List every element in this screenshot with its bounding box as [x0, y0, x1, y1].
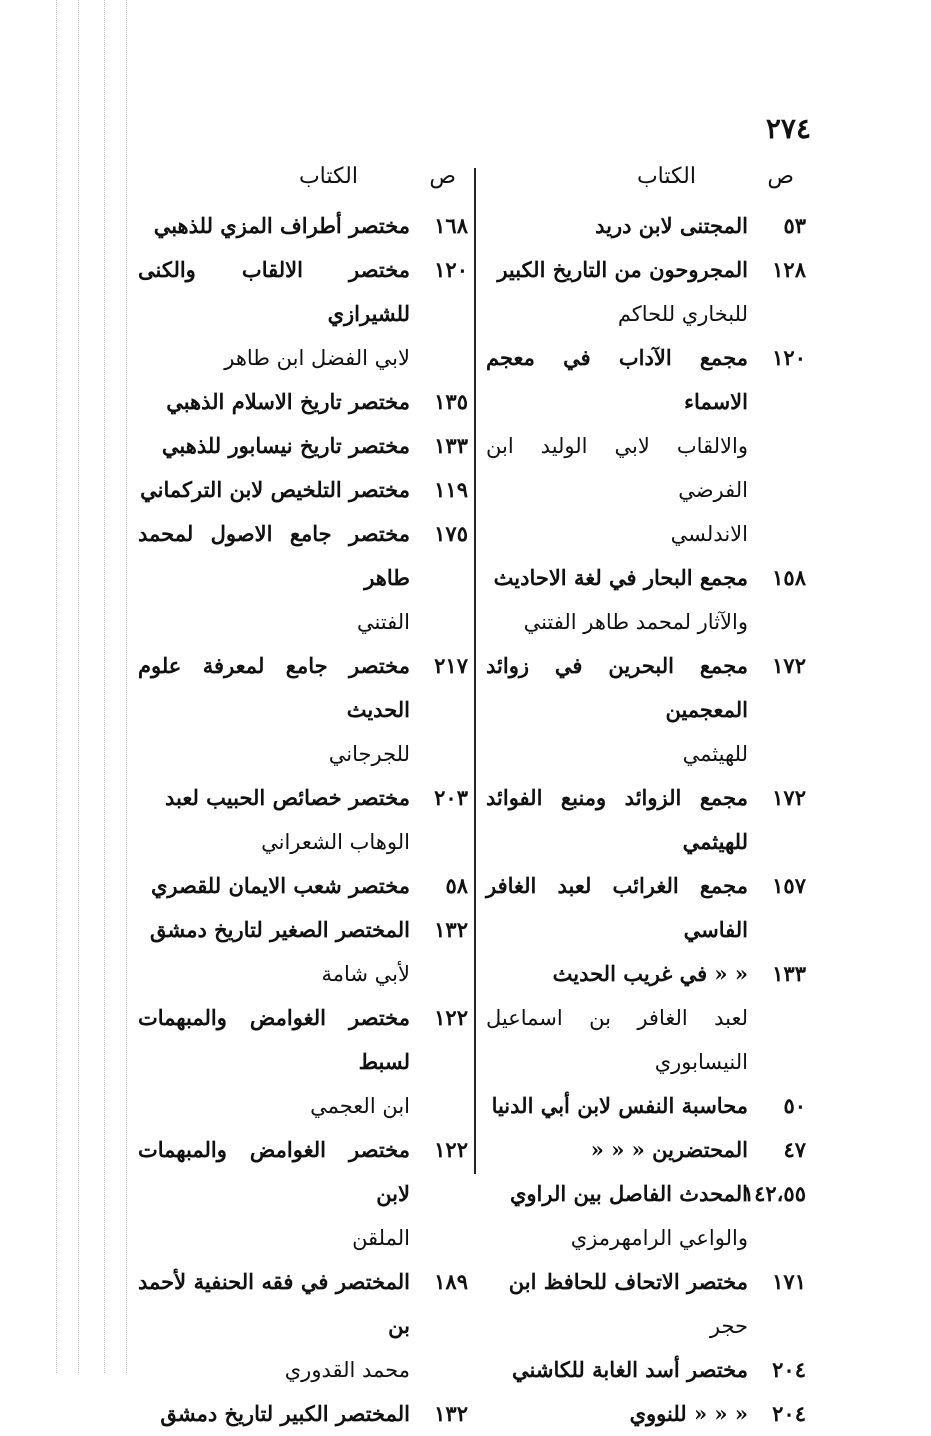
- entry-page-number: ١٦٨: [434, 213, 468, 238]
- entry-title: المحدث الفاصل بين الراوي: [509, 1181, 748, 1206]
- entry-title: المختصر في فقه الحنفية لأحمد بن: [138, 1269, 410, 1338]
- entry-page-number: ١٣٣: [772, 961, 806, 986]
- entry-title: مختصر خصائص الحبيب لعبد: [164, 785, 410, 810]
- entry-title: مختصر جامع لمعرفة علوم الحديث: [138, 653, 410, 722]
- index-entry-continuation: [138, 600, 468, 644]
- index-entry-continuation: [486, 1304, 806, 1348]
- entry-page-number: [748, 512, 806, 556]
- index-entry: [486, 204, 806, 248]
- entry-title: محاسبة النفس لابن أبي الدنيا: [491, 1093, 748, 1118]
- entry-title: مجمع الغرائب لعبد الغافر الفاسي: [486, 873, 748, 942]
- entry-title: الفتني: [356, 610, 410, 634]
- entry-page-number: ١٢٢: [434, 1005, 468, 1030]
- margin-dotted-rule: [56, 0, 57, 1373]
- index-entry: [486, 952, 806, 996]
- margin-dotted-rule: [78, 0, 79, 1373]
- entry-title: مجمع الآداب في معجم الاسماء: [486, 345, 748, 414]
- entry-page-number: ٥٣: [783, 213, 806, 238]
- index-entry: [486, 644, 806, 732]
- entry-page-number: [410, 600, 468, 644]
- index-entry: [138, 1260, 468, 1348]
- book-column-heading: الكتاب: [636, 164, 696, 189]
- entry-page-number: [748, 1304, 806, 1348]
- book-column-heading: الكتاب: [298, 164, 358, 189]
- index-entry: [486, 336, 806, 424]
- entry-title: مختصر تاريخ نيسابور للذهبي: [161, 433, 410, 458]
- index-entry: [138, 644, 468, 732]
- index-entry: [138, 248, 468, 336]
- column-header: [138, 162, 468, 204]
- index-entry: [486, 1392, 806, 1436]
- entry-title: للبخاري للحاكم: [617, 302, 748, 326]
- entry-page-number: ١٣٢: [434, 1401, 468, 1426]
- entry-title: « « في غريب الحديث: [552, 961, 748, 986]
- entry-list: [138, 204, 468, 1436]
- index-entry: [486, 1128, 806, 1172]
- entry-title: والآثار لمحمد طاهر الفتني: [523, 610, 748, 634]
- entry-title: مختصر جامع الاصول لمحمد طاهر: [138, 521, 410, 590]
- entry-title: ابن العجمي: [310, 1094, 410, 1118]
- entry-title: مختصر الاتحاف للحافظ ابن: [508, 1269, 748, 1294]
- index-entry: [138, 468, 468, 512]
- entry-page-number: ١١٩: [434, 477, 468, 502]
- entry-title: للهيثمي: [682, 742, 748, 766]
- index-column-right: [486, 162, 806, 1436]
- entry-page-number: ٤٧: [783, 1137, 806, 1162]
- index-entry: [138, 380, 468, 424]
- entry-title: للجرجاني: [328, 742, 410, 766]
- entry-title: مختصر تاريخ الاسلام الذهبي: [166, 389, 410, 414]
- entry-page-number: ٢٠٤: [772, 1357, 806, 1382]
- entry-page-number: ٢٠٤: [772, 1401, 806, 1426]
- index-entry: [138, 512, 468, 600]
- index-entry: [486, 1260, 806, 1304]
- entry-title: المختصر الصغير لتاريخ دمشق: [149, 917, 410, 942]
- entry-title: المجروحون من التاريخ الكبير: [497, 257, 748, 282]
- entry-title: المختصر الكبير لتاريخ دمشق: [160, 1401, 410, 1426]
- index-entry: [138, 996, 468, 1084]
- index-entry-continuation: [138, 1348, 468, 1392]
- entry-page-number: ١٧٢: [772, 785, 806, 810]
- entry-title: محمد القدوري: [284, 1358, 410, 1382]
- entry-page-number: ٥٨: [445, 873, 468, 898]
- index-entry-continuation: [486, 292, 806, 336]
- entry-page-number: [410, 732, 468, 776]
- page-column-heading: ص: [767, 164, 794, 189]
- entry-page-number: [748, 600, 806, 644]
- entry-list: [486, 204, 806, 1436]
- index-entry-continuation: [138, 1216, 468, 1260]
- index-entry-continuation: [486, 600, 806, 644]
- entry-title: لعبد الغافر بن اسماعيل النيسابوري: [486, 1006, 748, 1074]
- index-entry-continuation: [138, 952, 468, 996]
- entry-page-number: ١٢٨: [772, 257, 806, 282]
- index-entry: [486, 1172, 806, 1216]
- entry-page-number: [410, 820, 468, 864]
- index-entry-continuation: [486, 732, 806, 776]
- entry-page-number: ١٧١: [772, 1269, 806, 1294]
- entry-page-number: ١٢٢: [434, 1137, 468, 1162]
- entry-page-number: ١٥٨: [772, 565, 806, 590]
- entry-page-number: ١٣٢: [434, 917, 468, 942]
- entry-title: المجتنى لابن دريد: [595, 213, 748, 238]
- entry-page-number: [410, 336, 468, 380]
- entry-page-number: ٥٠: [783, 1093, 806, 1118]
- entry-page-number: [748, 1216, 806, 1260]
- index-entry-continuation: [138, 1084, 468, 1128]
- entry-title: مختصر الغوامض والمبهمات لسبط: [138, 1005, 410, 1074]
- entry-page-number: ١٣٣: [434, 433, 468, 458]
- entry-page-number: [748, 424, 806, 512]
- entry-page-number: ١٨٩: [434, 1269, 468, 1294]
- index-entry: [138, 424, 468, 468]
- entry-title: الوهاب الشعراني: [261, 830, 410, 854]
- entry-page-number: [410, 1348, 468, 1392]
- entry-page-number: [410, 1084, 468, 1128]
- entry-title: لابي الفضل ابن طاهر: [224, 346, 410, 370]
- index-entry: [138, 776, 468, 820]
- index-entry-continuation: [138, 732, 468, 776]
- index-entry: [486, 1348, 806, 1392]
- entry-page-number: ١٥٧: [772, 873, 806, 898]
- index-entry: [138, 864, 468, 908]
- column-header: [486, 162, 806, 204]
- entry-title: مختصر شعب الايمان للقصري: [150, 873, 410, 898]
- entry-title: مختصر أسد الغابة للكاشني: [512, 1357, 748, 1382]
- index-entry-continuation: [486, 1216, 806, 1260]
- index-entry: [138, 1128, 468, 1216]
- entry-title: مختصر التلخيص لابن التركماني: [140, 477, 410, 502]
- index-entry: [138, 1392, 468, 1436]
- entry-title: لأبي شامة: [321, 962, 410, 986]
- index-entry-continuation: [486, 512, 806, 556]
- entry-title: الملقن: [352, 1226, 410, 1250]
- entry-page-number: ٢١٧: [434, 653, 468, 678]
- index-entry: [486, 864, 806, 952]
- entry-title: « « « للنووي: [629, 1401, 748, 1426]
- index-entry-continuation: [486, 424, 806, 512]
- entry-title: حجر: [709, 1314, 748, 1338]
- entry-page-number: [748, 996, 806, 1084]
- entry-page-number: [410, 952, 468, 996]
- entry-title: مختصر الغوامض والمبهمات لابن: [138, 1137, 410, 1206]
- entry-page-number: ١٢٠: [434, 257, 468, 282]
- entry-title: مجمع البحرين في زوائد المعجمين: [486, 653, 748, 722]
- index-entry-continuation: [138, 336, 468, 380]
- entry-page-number: ١٧٢: [772, 653, 806, 678]
- entry-title: مختصر الالقاب والكنى للشيرازي: [138, 257, 410, 326]
- index-entry: [138, 908, 468, 952]
- entry-title: مجمع الزوائد ومنبع الفوائد للهيثمي: [486, 785, 748, 854]
- index-entry: [138, 204, 468, 248]
- index-entry: [486, 1084, 806, 1128]
- entry-page-number: [748, 732, 806, 776]
- page-column-heading: ص: [429, 164, 456, 189]
- entry-title: مجمع البحار في لغة الاحاديث: [493, 565, 748, 590]
- entry-page-number: ١٢٠: [772, 345, 806, 370]
- index-entry-continuation: [486, 996, 806, 1084]
- index-entry-continuation: [138, 820, 468, 864]
- margin-dotted-rule: [126, 0, 127, 1373]
- entry-page-number: ١٣٥: [434, 389, 468, 414]
- margin-dotted-rule: [104, 0, 105, 1373]
- entry-page-number: ١٤٢،٥٥: [742, 1181, 806, 1206]
- entry-page-number: [410, 1216, 468, 1260]
- index-entry: [486, 556, 806, 600]
- entry-page-number: [748, 292, 806, 336]
- page-number: ٢٧٤: [765, 112, 811, 145]
- index-column-left: [138, 162, 468, 1436]
- index-entry: [486, 248, 806, 292]
- entry-title: والواعي الرامهرمزي: [570, 1226, 748, 1250]
- column-divider: [474, 168, 476, 1174]
- entry-title: المحتضرين « « «: [590, 1137, 748, 1162]
- entry-title: الاندلسي: [670, 522, 748, 546]
- entry-page-number: ١٧٥: [434, 521, 468, 546]
- entry-title: والالقاب لابي الوليد ابن الفرضي: [486, 434, 748, 502]
- entry-title: مختصر أطراف المزي للذهبي: [153, 213, 410, 238]
- index-entry: [486, 776, 806, 864]
- entry-page-number: ٢٠٣: [434, 785, 468, 810]
